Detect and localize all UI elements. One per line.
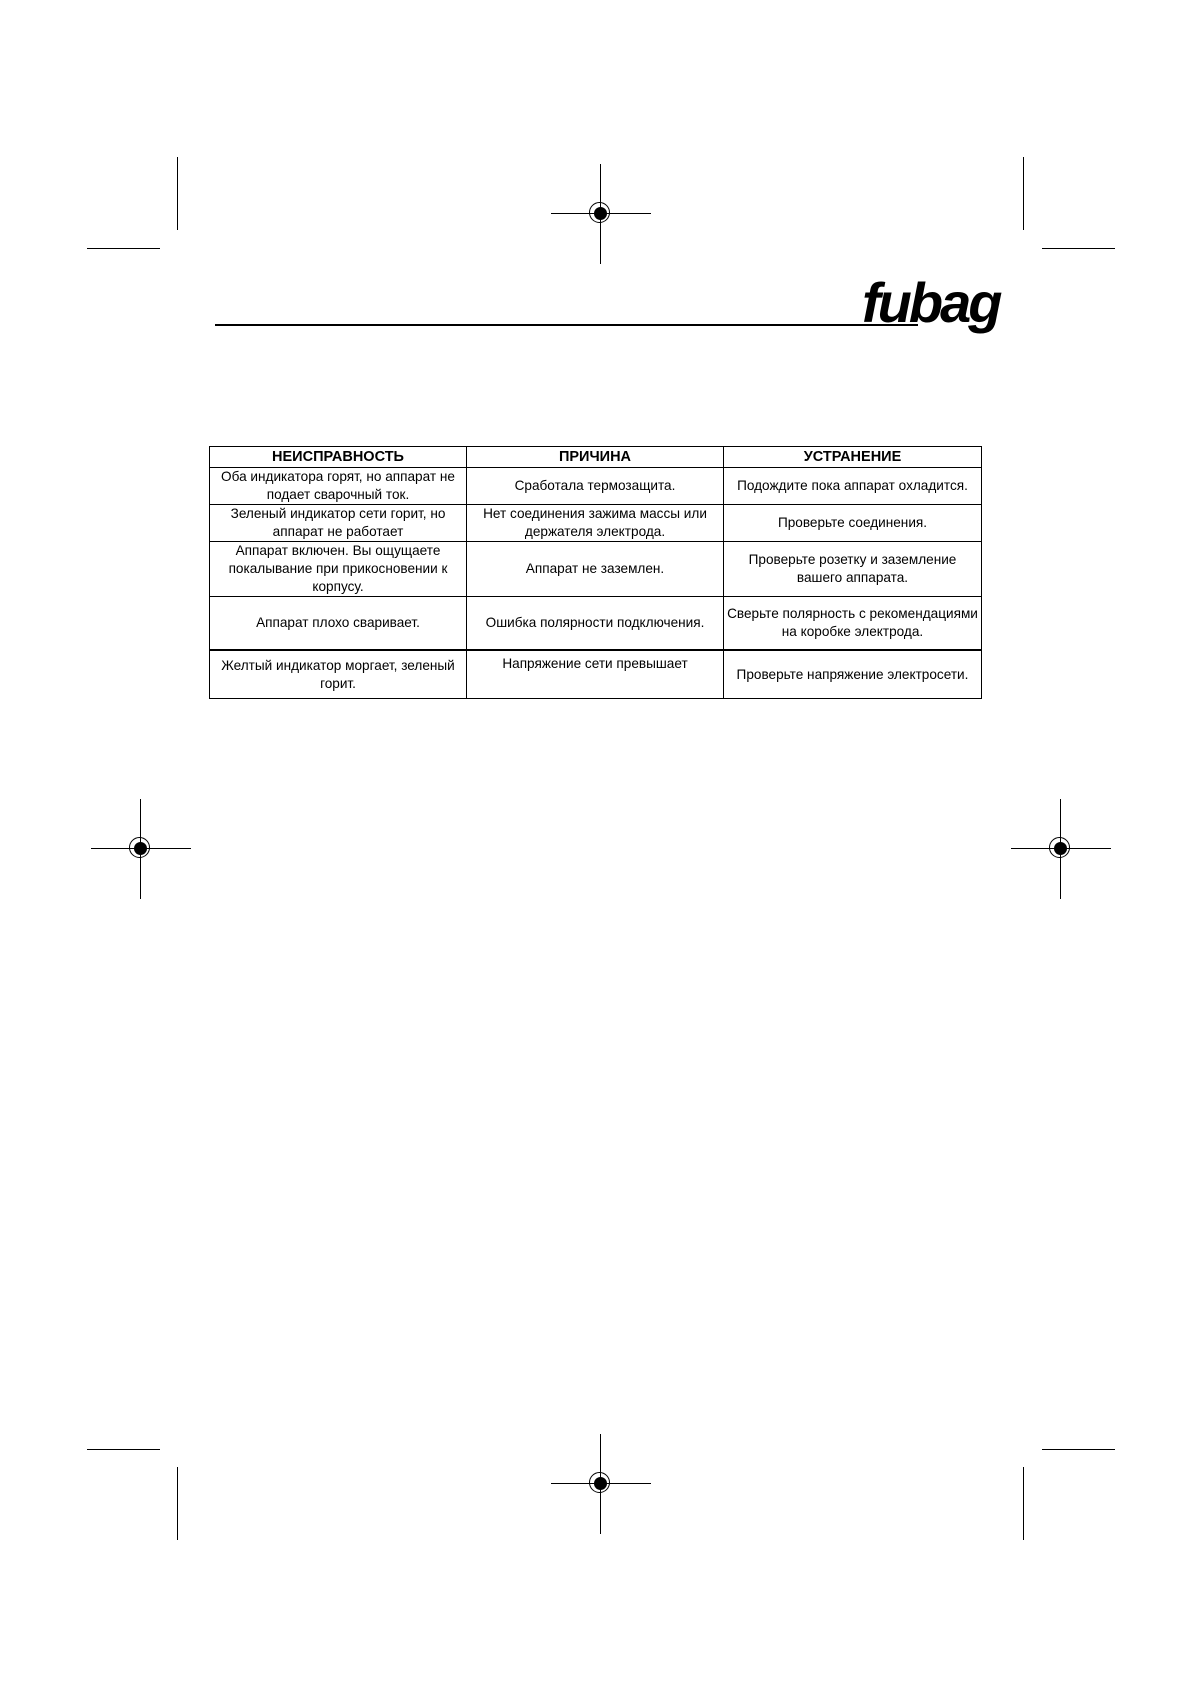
table-row <box>210 597 982 651</box>
cause-cell: Сработала термозащита. <box>467 468 724 505</box>
problem-cell: Аппарат включен. Вы ощущаете покалывание при прикосновении к корпусу. <box>210 542 467 597</box>
crop-mark <box>87 1449 160 1450</box>
troubleshooting-table <box>209 446 982 699</box>
table-header-row <box>210 447 982 468</box>
cause-cell: Нет соединения зажима массы или держателя электрода. <box>467 505 724 542</box>
registration-mark-icon <box>1011 799 1111 899</box>
crop-mark <box>177 1467 178 1540</box>
svg-text:fubag: fubag <box>862 271 1000 334</box>
cause-cell: Напряжение сети превышает <box>467 650 724 699</box>
problem-cell: Оба индикатора горят, но аппарат не подает сварочный ток. <box>210 468 467 505</box>
remedy-cell: Сверьте полярность с рекомендациями на коробке электрода. <box>724 597 982 651</box>
remedy-cell: Проверьте розетку и заземление вашего аппарата. <box>724 542 982 597</box>
table-row <box>210 505 982 542</box>
registration-mark-icon <box>551 164 651 264</box>
crop-mark <box>1023 1467 1024 1540</box>
problem-cell: Желтый индикатор моргает, зеленый горит. <box>210 650 467 699</box>
cause-cell: Ошибка полярности подключения. <box>467 597 724 651</box>
crop-mark <box>1042 1449 1115 1450</box>
problem-cell: Аппарат плохо сваривает. <box>210 597 467 651</box>
header-rule <box>215 324 918 326</box>
fubag-logo <box>862 271 1000 334</box>
table-row <box>210 468 982 505</box>
crop-mark <box>1042 248 1115 249</box>
header-problem: НЕИСПРАВНОСТЬ <box>210 447 467 468</box>
table-row <box>210 542 982 597</box>
table-row <box>210 650 982 699</box>
header-cause: ПРИЧИНА <box>467 447 724 468</box>
crop-mark <box>87 248 160 249</box>
remedy-cell: Проверьте напряжение электросети. <box>724 650 982 699</box>
crop-mark <box>177 157 178 230</box>
registration-mark-icon <box>551 1434 651 1534</box>
registration-mark-icon <box>91 799 191 899</box>
remedy-cell: Проверьте соединения. <box>724 505 982 542</box>
remedy-cell: Подождите пока аппарат охладится. <box>724 468 982 505</box>
crop-mark <box>1023 157 1024 230</box>
cause-cell: Аппарат не заземлен. <box>467 542 724 597</box>
problem-cell: Зеленый индикатор сети горит, но аппарат не работает <box>210 505 467 542</box>
header-remedy: УСТРАНЕНИЕ <box>724 447 982 468</box>
